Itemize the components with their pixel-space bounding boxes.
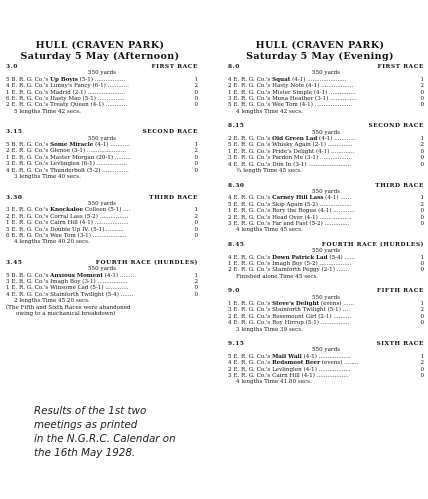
race-result-footer: 4 lengths Time 45 secs. <box>236 227 303 234</box>
race-result-footer: 4 lengths Time 40.20 secs. <box>14 239 90 246</box>
finish-position: 2 <box>420 360 424 367</box>
race-time: 9.15 <box>228 341 245 348</box>
right-results-column <box>228 64 424 386</box>
race-distance: 550 yards <box>87 266 117 273</box>
runner-owner: 1 E. R. G. Co.'s Mister Simple (4-1) ............... <box>228 89 356 96</box>
race-time: 8.15 <box>228 123 245 130</box>
runner-owner: 1 E. R. G. Co.'s <box>228 301 273 307</box>
finish-position: 2 <box>194 278 198 285</box>
finish-position: 2 <box>194 148 198 155</box>
finish-position: 0 <box>420 267 424 274</box>
runner-owner: 4 E. R. G. Co.'s Thunderbolt (5-2) ............... <box>6 167 129 174</box>
runner-odds: (4-1) ...................... <box>290 76 347 83</box>
finish-position: 2 <box>420 83 424 90</box>
race-name: SIXTH RACE <box>376 341 424 348</box>
race-block <box>228 242 424 280</box>
race-block <box>228 341 424 386</box>
runner-odds: (4-1) ...... <box>323 195 352 202</box>
finish-position: 0 <box>420 155 424 162</box>
runner-owner: 3 E. R. G. Co.'s <box>6 207 51 214</box>
runner-owner: 1 E. R. G. Co.'s Rory the Rogue (4-1) ............ <box>228 208 355 215</box>
runner-odds: Colleen (5-1) .... <box>83 207 131 214</box>
runner-owner: 2 E. R. G. Co.'s <box>228 136 273 143</box>
runner-owner: 6 E. R. G. Co.'s Hasty Mao (5-1) ............... <box>6 96 125 103</box>
finish-position: 0 <box>194 102 198 109</box>
race-result-footer: 5 lengths Time 42 secs. <box>14 108 81 115</box>
finish-position: 0 <box>420 366 424 373</box>
race-time: 8.45 <box>228 241 245 248</box>
right-title: HULL (CRAVEN PARK) <box>255 40 385 51</box>
left-header <box>0 41 200 62</box>
race-block <box>228 64 424 115</box>
runner-owner: 1 E. R. G. Co.'s Master Morgan (20-1) ......... <box>6 154 131 161</box>
race-block <box>6 64 198 115</box>
runner-owner: 4 E. R. G. Co.'s <box>228 195 273 202</box>
race-name: FIRST RACE <box>377 64 424 70</box>
runner-owner: 4 E. R. G. Co.'s Stainforth Twilight (5-4) ....... <box>6 291 134 298</box>
race-distance: 550 yards <box>87 70 117 77</box>
runner-odds: (4-1) ........... <box>93 142 130 149</box>
runner-owner: 5 B. R. G. Co.'s <box>6 76 51 83</box>
runner-odds: (evens) ........ <box>320 360 359 367</box>
finish-position: 2 <box>194 83 198 90</box>
race-distance: 550 yards <box>87 200 117 207</box>
runner-row <box>228 102 424 108</box>
winner-name: Steve's Delight <box>272 301 320 307</box>
race-time: 3.30 <box>6 194 23 201</box>
finish-position: 1 <box>194 207 198 214</box>
race-block <box>228 288 424 333</box>
race-distance: 550 yards <box>311 70 341 77</box>
winner-name: Squat <box>272 76 291 83</box>
finish-position: 1 <box>420 254 424 261</box>
runner-owner: 1 E. R. G. Co.'s Winsome Lad (5-1) ............. <box>6 285 129 292</box>
runner-owner: 2 E. R. G. Co.'s Glenoe (3-1) ...................... <box>6 148 126 155</box>
runner-entry <box>228 320 416 326</box>
finish-position: 0 <box>420 89 424 96</box>
runner-odds: (4-1) .................. <box>301 353 351 360</box>
finish-position: 0 <box>194 89 198 96</box>
finish-position: 0 <box>420 208 424 215</box>
caption-line: Results of the 1st two <box>34 405 147 417</box>
runner-row <box>228 267 424 273</box>
race-distance: 550 yards <box>311 248 341 255</box>
finish-position: 1 <box>420 353 424 360</box>
race-distance: 550 yards <box>311 294 341 301</box>
finish-position: 0 <box>420 148 424 155</box>
race-name: SECOND RACE <box>142 129 198 136</box>
runner-row <box>228 320 424 326</box>
runner-owner: 3 E. R. G. Co.'s Mona Heather (3-1) ............... <box>228 96 357 103</box>
finish-position: 0 <box>420 313 424 320</box>
race-result-footer: 3 lengths Time 39 secs. <box>236 326 303 333</box>
finish-position: 0 <box>420 220 424 227</box>
finish-position: 2 <box>420 142 424 149</box>
winner-name: Knockaloe <box>50 207 84 214</box>
left-results-column <box>6 64 198 317</box>
finish-position: 2 <box>194 213 198 220</box>
caption-line: meetings as printed <box>34 419 138 431</box>
runner-owner: 6 E. R. G. Co.'s Wee Tom (3-1) ................... <box>6 232 127 239</box>
runner-owner: 4 E. R. G. Co.'s Dun In (3-1) ........................ <box>228 161 351 168</box>
race-distance: 550 yards <box>87 135 117 142</box>
runner-owner: 5 E. R. G. Co.'s Skip Again (5-2) .................. <box>228 201 352 208</box>
runner-owner: 5 B. R. G. Co.'s <box>6 142 51 149</box>
runner-owner: 3 E. R. G. Co.'s Far and Fast (5-2) .............. <box>228 220 350 227</box>
finish-position: 0 <box>194 96 198 103</box>
runner-owner: 4 E. R. G. Co.'s <box>228 254 273 261</box>
race-name: THIRD RACE <box>149 194 198 201</box>
race-result-footer: 3 lengths Time 40 secs. <box>14 174 81 181</box>
caption <box>34 404 224 460</box>
runner-odds: (evens) ...... <box>319 301 354 307</box>
runner-owner: 2 E. R. G. Co.'s Head Over (4-1) .................. <box>228 214 352 221</box>
runner-owner: 5 B. R. G. Co.'s <box>6 272 51 279</box>
runner-entry <box>6 102 190 108</box>
runner-owner: 1 E. R. G. Co.'s Madrid (2-1) ..................... <box>6 89 126 96</box>
left-title: HULL (CRAVEN PARK) <box>35 40 165 51</box>
winner-name: Redsmoot Beer <box>272 360 321 367</box>
race-distance: 550 yards <box>311 347 341 354</box>
finish-position: 2 <box>420 307 424 314</box>
finish-position: 2 <box>420 201 424 208</box>
finish-position: 0 <box>194 285 198 292</box>
race-name: FOURTH RACE (HURDLES) <box>95 259 198 266</box>
race-block <box>6 260 198 318</box>
race-time: 8.30 <box>228 182 245 189</box>
finish-position: 0 <box>420 161 424 168</box>
race-name: FIRST RACE <box>151 64 198 70</box>
runner-owner: 4 E. R. G. Co.'s Roy Hirrup (5-1) ................ <box>228 320 350 327</box>
right-header <box>220 41 420 62</box>
runner-owner: 1 E. R. G. Co.'s Cairn Hill (4-1) ................... <box>6 220 129 227</box>
runner-owner: 4 E. R. G. Co.'s <box>228 76 273 83</box>
caption-line: the 16th May 1928. <box>34 447 136 459</box>
race-block <box>6 129 198 180</box>
finish-position: 0 <box>420 260 424 267</box>
race-distance: 550 yards <box>311 129 341 136</box>
race-block <box>228 123 424 174</box>
winner-name: Carney Hill Lass <box>272 195 324 202</box>
finish-position: 0 <box>420 214 424 221</box>
race-result-footer: ¼ length Time 45 secs. <box>236 168 302 175</box>
runner-owner: 3 E. R. G. Co.'s Stainforth Twilight (5-1) .... <box>228 307 350 314</box>
race-result-footer: 4 lengths Time 42 secs. <box>236 108 303 115</box>
finish-position: 0 <box>194 220 198 227</box>
finish-position: 0 <box>194 232 198 239</box>
race-result-footer: Finished alone Time 45 secs. <box>236 273 319 280</box>
winner-name: Up Boyis <box>50 76 78 83</box>
runner-owner: 1 E. R. G. Co.'s Pride's Delight (4-1) ............. <box>228 148 355 155</box>
left-subtitle: Saturday 5 May (Afternoon) <box>20 50 180 62</box>
race-block <box>6 195 198 246</box>
race-name: FOURTH RACE (HURDLES) <box>321 241 424 248</box>
runner-owner: 3 E. R. G. Co.'s Pardon Me (3-1) .................. <box>228 155 352 162</box>
winner-name: Down Patrick Lad <box>272 254 328 261</box>
race-time: 3.0 <box>6 64 18 70</box>
runner-owner: 3 E. R. G. Co.'s Imagh Boy (3-1) ................. <box>6 278 128 285</box>
runner-odds: (4-1) ............ <box>317 136 356 143</box>
runner-owner: 5 E. R. G. Co.'s Wee Tom (4-1) ..................... <box>228 102 353 109</box>
runner-odds: (4-1) ......... <box>102 272 136 279</box>
race-result-footer: 4 lengths Time 41.80 secs. <box>236 379 312 386</box>
runner-owner: 4 E. R. G. Co.'s Lunny's Fancy (6-1) ............ <box>6 83 129 90</box>
runner-owner: 3 E. R. G. Co.'s Cairn Hill (4-1) .................. <box>228 373 349 380</box>
race-time: 9.0 <box>228 288 240 295</box>
runner-entry <box>228 267 416 273</box>
finish-position: 1 <box>420 195 424 202</box>
race-block <box>228 183 424 234</box>
finish-position: 1 <box>194 142 198 149</box>
runner-owner: 2 E. R. G. Co.'s Treaty Queen (4-1) ............ <box>6 102 127 109</box>
finish-position: 1 <box>420 136 424 143</box>
runner-owner: 2 E. R. G. Co.'s Stainforth Peggy (2-1) ....... <box>228 267 350 274</box>
finish-position: 1 <box>194 76 198 83</box>
race-note: (The Fifth and Sixth Races were abandoned <box>6 304 131 311</box>
runner-owner: 5 E. R. G. Co.'s Whisky Again (2-1) .............. <box>228 142 353 149</box>
runner-row <box>6 102 198 108</box>
runner-owner: 2 E. R. G. Co.'s Rosemount Girl (2-1) .......... <box>228 313 352 320</box>
runner-entry <box>228 102 416 108</box>
finish-position: 0 <box>194 167 198 174</box>
finish-position: 1 <box>420 76 424 83</box>
runner-owner: 2 E. R. G. Co.'s Levlinglen (4-1) .................. <box>228 366 351 373</box>
runner-owner: 5 E. R. G. Co.'s <box>228 353 273 360</box>
winner-name: Anxious Moment <box>50 272 103 279</box>
race-name: SECOND RACE <box>368 123 424 130</box>
finish-position: 0 <box>194 154 198 161</box>
runner-owner: 3 E. R. G. Co.'s Levlinglen (6-1) ................. <box>6 161 127 168</box>
finish-position: 0 <box>194 291 198 298</box>
runner-owner: 4 E. R. G. Co.'s <box>228 360 273 367</box>
runner-owner: 1 E. R. G. Co.'s Imagh Boy (5-2) .................. <box>228 260 352 267</box>
runner-owner: 5 E. R. G. Co.'s Double Up IV. (5-1)........... <box>6 226 124 233</box>
winner-name: Old Green Lad <box>272 136 318 143</box>
finish-position: 0 <box>420 320 424 327</box>
winner-name: Mall Wall <box>272 353 302 360</box>
race-result-footer: 2 lengths Time 45.20 secs. <box>14 298 90 305</box>
race-note: owing to a mechanical breakdown) <box>16 311 116 317</box>
finish-position: 0 <box>420 102 424 109</box>
finish-position: 1 <box>420 301 424 307</box>
caption-line: in the N.G.R.C. Calendar on <box>34 433 176 445</box>
runner-odds: (5-4) ...... <box>327 254 356 261</box>
race-name: THIRD RACE <box>375 182 424 189</box>
right-subtitle: Saturday 5 May (Evening) <box>246 50 394 62</box>
finish-position: 0 <box>420 373 424 380</box>
race-time: 8.0 <box>228 64 240 70</box>
runner-odds: (5-1) ................. <box>77 76 126 83</box>
winner-name: Some Miracle <box>50 142 94 149</box>
race-distance: 550 yards <box>311 188 341 195</box>
runner-owner: 2 E. R. G. Co.'s Corral Lass (5-2) ................ <box>6 213 129 220</box>
finish-position: 1 <box>194 272 198 279</box>
race-time: 3.45 <box>6 259 23 266</box>
finish-position: 0 <box>194 161 198 168</box>
finish-position: 0 <box>194 226 198 233</box>
runner-owner: 2 E. R. G. Co.'s Hasty Note (4-1) .................. <box>228 83 354 90</box>
finish-position: 0 <box>420 96 424 103</box>
race-name: FIFTH RACE <box>376 288 424 295</box>
race-time: 3.15 <box>6 129 23 136</box>
